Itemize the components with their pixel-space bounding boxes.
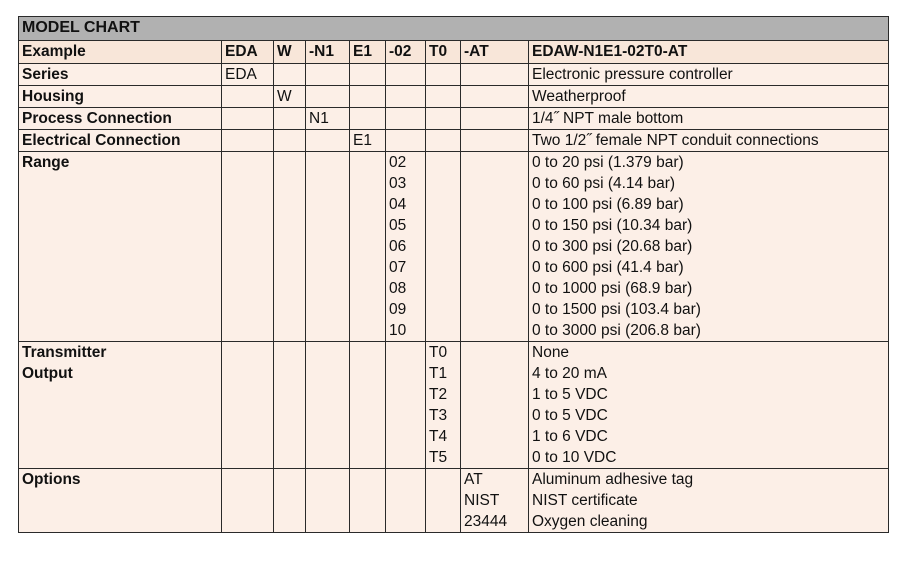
row-process-connection xyxy=(19,108,889,130)
example-code-options: -AT xyxy=(461,41,529,64)
code-cell xyxy=(274,342,306,469)
row-label-electrical-connection-line: Electrical Connection xyxy=(22,132,181,149)
row-series xyxy=(19,64,889,86)
description-cell-line: 1 to 6 VDC xyxy=(532,428,608,445)
code-cell-line: T1 xyxy=(429,365,448,382)
code-cell xyxy=(386,152,426,342)
code-cell-line: 04 xyxy=(389,196,407,213)
description-cell-line: Two 1/2˝ female NPT conduit connections xyxy=(532,132,819,149)
code-cell-line: 02 xyxy=(389,154,407,171)
code-cell xyxy=(306,130,350,152)
code-cell xyxy=(350,108,386,130)
description-cell-line: 4 to 20 mA xyxy=(532,365,607,382)
code-cell-line: 10 xyxy=(389,322,407,339)
chart-title: MODEL CHART xyxy=(19,17,889,41)
row-label-range-line: Range xyxy=(22,154,70,171)
description-cell-line: 0 to 150 psi (10.34 bar) xyxy=(532,217,693,234)
description-cell-line: Weatherproof xyxy=(532,88,626,105)
code-cell xyxy=(274,64,306,86)
description-cell-line: 0 to 1500 psi (103.4 bar) xyxy=(532,301,701,318)
row-label-transmitter-output xyxy=(19,342,222,469)
code-cell xyxy=(222,342,274,469)
row-label-range xyxy=(19,152,222,342)
code-cell-line: 08 xyxy=(389,280,407,297)
code-cell xyxy=(222,108,274,130)
row-label-series xyxy=(19,64,222,86)
code-cell xyxy=(350,64,386,86)
example-code-process-connection: -N1 xyxy=(306,41,350,64)
code-cell xyxy=(274,152,306,342)
example-row xyxy=(19,41,889,64)
row-transmitter-output xyxy=(19,342,889,469)
code-cell xyxy=(386,469,426,533)
code-cell xyxy=(222,469,274,533)
code-cell xyxy=(461,108,529,130)
code-cell xyxy=(274,108,306,130)
description-cell-line: 0 to 5 VDC xyxy=(532,407,608,424)
code-cell xyxy=(306,86,350,108)
code-cell xyxy=(222,86,274,108)
row-label-electrical-connection xyxy=(19,130,222,152)
description-cell-line: Aluminum adhesive tag xyxy=(532,471,694,488)
code-cell xyxy=(386,342,426,469)
code-cell xyxy=(350,130,386,152)
code-cell xyxy=(461,130,529,152)
description-cell xyxy=(529,342,889,469)
code-cell xyxy=(306,342,350,469)
example-model-number: EDAW-N1E1-02T0-AT xyxy=(529,41,889,64)
example-code-series: EDA xyxy=(222,41,274,64)
row-label-options xyxy=(19,469,222,533)
code-cell xyxy=(306,152,350,342)
code-cell xyxy=(350,152,386,342)
code-cell-line: T5 xyxy=(429,449,448,466)
code-cell-line: T2 xyxy=(429,386,448,403)
code-cell xyxy=(350,469,386,533)
code-cell xyxy=(222,152,274,342)
code-cell xyxy=(386,130,426,152)
code-cell xyxy=(426,64,461,86)
description-cell-line: 0 to 20 psi (1.379 bar) xyxy=(532,154,684,171)
code-cell xyxy=(461,342,529,469)
row-electrical-connection xyxy=(19,130,889,152)
code-cell xyxy=(350,86,386,108)
code-cell-line: 03 xyxy=(389,175,407,192)
code-cell-line: 05 xyxy=(389,217,407,234)
description-cell-line: 0 to 60 psi (4.14 bar) xyxy=(532,175,676,192)
code-cell xyxy=(461,469,529,533)
description-cell xyxy=(529,64,889,86)
description-cell xyxy=(529,130,889,152)
description-cell xyxy=(529,86,889,108)
code-cell xyxy=(306,108,350,130)
description-cell-line: Oxygen cleaning xyxy=(532,513,648,530)
example-code-output: T0 xyxy=(426,41,461,64)
code-cell xyxy=(426,130,461,152)
description-cell-line: 0 to 3000 psi (206.8 bar) xyxy=(532,322,701,339)
code-cell-line: 07 xyxy=(389,259,407,276)
description-cell-line: 0 to 1000 psi (68.9 bar) xyxy=(532,280,693,297)
example-code-electrical-connection: E1 xyxy=(350,41,386,64)
code-cell xyxy=(386,64,426,86)
row-label-process-connection xyxy=(19,108,222,130)
code-cell-line: T4 xyxy=(429,428,448,445)
description-cell xyxy=(529,152,889,342)
description-cell xyxy=(529,469,889,533)
code-cell-line: T3 xyxy=(429,407,448,424)
code-cell-line: AT xyxy=(464,471,483,488)
code-cell xyxy=(426,342,461,469)
example-label: Example xyxy=(19,41,222,64)
code-cell xyxy=(386,108,426,130)
code-cell-line: 09 xyxy=(389,301,407,318)
code-cell-line: 06 xyxy=(389,238,407,255)
description-cell-line: 0 to 600 psi (41.4 bar) xyxy=(532,259,684,276)
row-range xyxy=(19,152,889,342)
row-housing xyxy=(19,86,889,108)
row-label-transmitter-output-line: Transmitter xyxy=(22,344,107,361)
code-cell xyxy=(461,86,529,108)
row-label-transmitter-output-line: Output xyxy=(22,365,73,382)
code-cell xyxy=(274,469,306,533)
example-code-range: -02 xyxy=(386,41,426,64)
code-cell xyxy=(274,130,306,152)
code-cell xyxy=(306,64,350,86)
code-cell xyxy=(426,108,461,130)
row-label-housing xyxy=(19,86,222,108)
code-cell xyxy=(222,130,274,152)
description-cell-line: NIST certificate xyxy=(532,492,638,509)
code-cell xyxy=(426,469,461,533)
code-cell xyxy=(461,152,529,342)
row-options xyxy=(19,469,889,533)
description-cell-line: 0 to 300 psi (20.68 bar) xyxy=(532,238,693,255)
code-cell xyxy=(274,86,306,108)
code-cell-line: NIST xyxy=(464,492,500,509)
example-code-housing: W xyxy=(274,41,306,64)
row-label-housing-line: Housing xyxy=(22,88,84,105)
description-cell-line: 0 to 100 psi (6.89 bar) xyxy=(532,196,684,213)
code-cell xyxy=(350,342,386,469)
code-cell xyxy=(426,152,461,342)
row-label-series-line: Series xyxy=(22,66,69,83)
code-cell-line: 23444 xyxy=(464,513,508,530)
code-cell xyxy=(386,86,426,108)
model-chart-table xyxy=(18,16,889,533)
code-cell xyxy=(461,64,529,86)
code-cell xyxy=(222,64,274,86)
description-cell-line: None xyxy=(532,344,570,361)
row-label-process-connection-line: Process Connection xyxy=(22,110,172,127)
title-row xyxy=(19,17,889,41)
code-cell-line: T0 xyxy=(429,344,448,361)
code-cell xyxy=(306,469,350,533)
description-cell-line: Electronic pressure controller xyxy=(532,66,733,83)
description-cell-line: 0 to 10 VDC xyxy=(532,449,617,466)
row-label-options-line: Options xyxy=(22,471,81,488)
description-cell-line: 1 to 5 VDC xyxy=(532,386,608,403)
code-cell-line: EDA xyxy=(225,66,257,83)
description-cell xyxy=(529,108,889,130)
code-cell xyxy=(426,86,461,108)
code-cell-line: W xyxy=(277,88,292,105)
code-cell-line: N1 xyxy=(309,110,329,127)
code-cell-line: E1 xyxy=(353,132,372,149)
description-cell-line: 1/4˝ NPT male bottom xyxy=(532,110,684,127)
